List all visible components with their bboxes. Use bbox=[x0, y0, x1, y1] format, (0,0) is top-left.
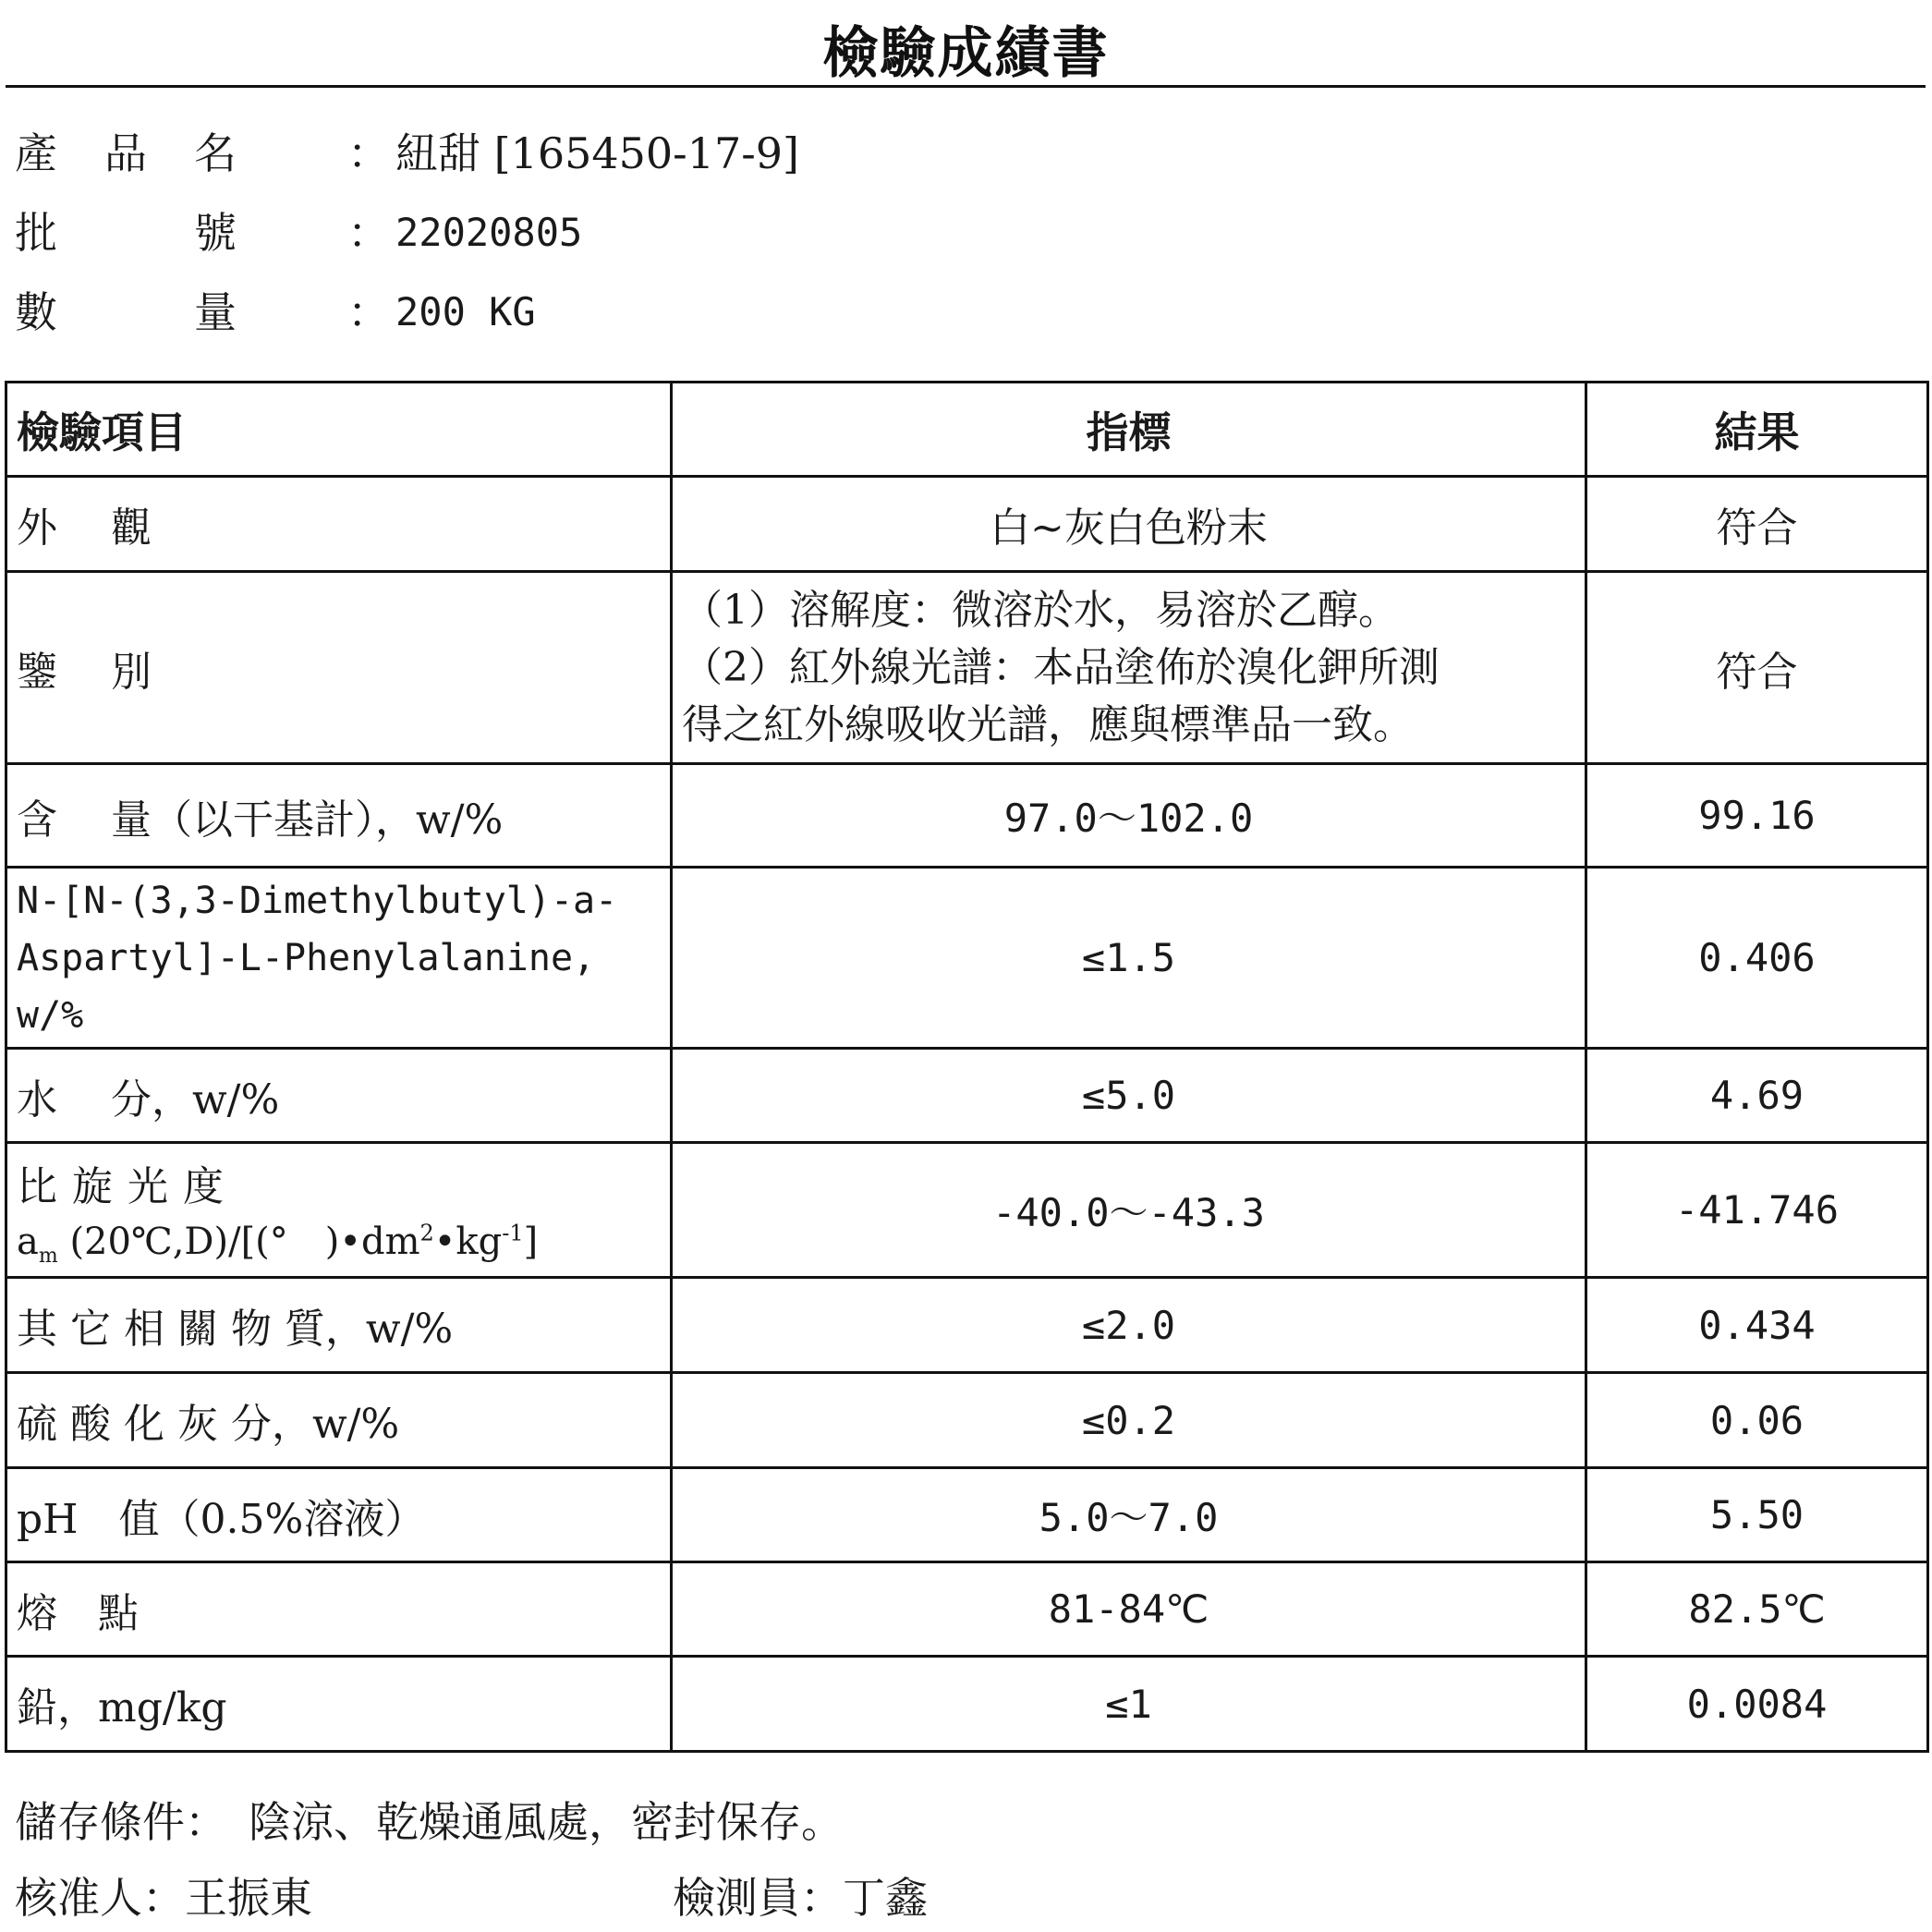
item-impurity-phe bbox=[6, 868, 672, 1049]
item-other-related: 其 它 相 關 物 質，w/% bbox=[6, 1278, 672, 1373]
result-melting-point: 82.5℃ bbox=[1586, 1562, 1928, 1657]
item-appearance: 外 觀 bbox=[6, 477, 672, 572]
item-water: 水 分，w/% bbox=[6, 1049, 672, 1143]
result-identification: 符合 bbox=[1586, 572, 1928, 764]
result-appearance: 符合 bbox=[1586, 477, 1928, 572]
identification-line-3: 得之紅外線吸收光譜，應與標準品一致。 bbox=[682, 700, 1414, 748]
standard-identification bbox=[672, 572, 1586, 764]
rotation-symbol: a bbox=[17, 1220, 39, 1263]
batch-label: 批 號 bbox=[15, 208, 237, 258]
standard-impurity-phe: ≤1.5 bbox=[672, 868, 1586, 1049]
product-name-value: 紐甜 [165450-17-9] bbox=[395, 128, 799, 178]
rotation-unit-sup1: 2 bbox=[419, 1220, 434, 1246]
header-result: 結果 bbox=[1586, 383, 1928, 477]
storage-conditions: 儲存條件： 陰涼、乾燥通風處，密封保存。 bbox=[15, 1797, 844, 1847]
standard-water: ≤5.0 bbox=[672, 1049, 1586, 1143]
quantity-label: 數 量 bbox=[15, 287, 237, 337]
table-row bbox=[6, 764, 1928, 868]
standard-melting-point: 81-84℃ bbox=[672, 1562, 1586, 1657]
inspector: 檢測員：丁鑫 bbox=[673, 1873, 928, 1923]
result-ph: 5.50 bbox=[1586, 1468, 1928, 1562]
table-row bbox=[6, 477, 1928, 572]
result-lead: 0.0084 bbox=[1586, 1657, 1928, 1752]
item-rotation bbox=[6, 1143, 672, 1278]
table-row bbox=[6, 1278, 1928, 1373]
table-row bbox=[6, 1562, 1928, 1657]
header-standard: 指標 bbox=[672, 383, 1586, 477]
table-row bbox=[6, 1049, 1928, 1143]
item-identification: 鑒 別 bbox=[6, 572, 672, 764]
item-assay: 含 量（以干基計），w/% bbox=[6, 764, 672, 868]
quantity-value: 200 KG bbox=[395, 289, 536, 334]
approver: 核准人：王振東 bbox=[15, 1873, 312, 1923]
rotation-label: 比旋光度 bbox=[17, 1162, 238, 1210]
product-name-colon: ： bbox=[347, 128, 390, 178]
table-header-row bbox=[6, 383, 1928, 477]
result-water: 4.69 bbox=[1586, 1049, 1928, 1143]
standard-rotation: -40.0～-43.3 bbox=[672, 1143, 1586, 1278]
impurity-phe-line-1: N-[N-(3,3-Dimethylbutyl)-a- bbox=[17, 879, 618, 922]
identification-line-1: （1）溶解度：微溶於水，易溶於乙醇。 bbox=[682, 586, 1399, 634]
standard-assay: 97.0～102.0 bbox=[672, 764, 1586, 868]
rotation-symbol-sub: m bbox=[38, 1244, 58, 1268]
rotation-unit-b: •kg bbox=[433, 1220, 503, 1263]
impurity-phe-line-3: w/% bbox=[17, 993, 84, 1037]
header-item: 檢驗項目 bbox=[6, 383, 672, 477]
rotation-unit-sup2: -1 bbox=[502, 1220, 524, 1246]
rotation-unit bbox=[17, 1212, 661, 1268]
standard-other-related: ≤2.0 bbox=[672, 1278, 1586, 1373]
product-name-label: 產 品 名 bbox=[15, 128, 237, 178]
item-ph: pH 值（0.5%溶液） bbox=[6, 1468, 672, 1562]
result-impurity-phe: 0.406 bbox=[1586, 868, 1928, 1049]
result-sulfated-ash: 0.06 bbox=[1586, 1373, 1928, 1468]
result-other-related: 0.434 bbox=[1586, 1278, 1928, 1373]
rotation-unit-c: ] bbox=[523, 1220, 539, 1263]
inspection-table bbox=[5, 381, 1929, 1753]
identification-line-2: （2）紅外線光譜：本品塗佈於溴化鉀所測 bbox=[682, 643, 1440, 691]
table-row bbox=[6, 1143, 1928, 1278]
quantity-colon: ： bbox=[347, 287, 390, 337]
item-sulfated-ash: 硫 酸 化 灰 分，w/% bbox=[6, 1373, 672, 1468]
result-assay: 99.16 bbox=[1586, 764, 1928, 868]
item-lead: 鉛，mg/kg bbox=[6, 1657, 672, 1752]
item-melting-point: 熔 點 bbox=[6, 1562, 672, 1657]
batch-value: 22020805 bbox=[395, 210, 583, 255]
standard-ph: 5.0～7.0 bbox=[672, 1468, 1586, 1562]
batch-colon: ： bbox=[347, 208, 390, 258]
standard-lead: ≤1 bbox=[672, 1657, 1586, 1752]
impurity-phe-line-2: Aspartyl]-L-Phenylalanine, bbox=[17, 936, 596, 979]
title-underline bbox=[6, 85, 1926, 88]
table-row bbox=[6, 1468, 1928, 1562]
standard-sulfated-ash: ≤0.2 bbox=[672, 1373, 1586, 1468]
rotation-unit-a: (20℃,D)/[(° )•dm bbox=[57, 1220, 420, 1263]
table-row bbox=[6, 572, 1928, 764]
table-row bbox=[6, 868, 1928, 1049]
table-row bbox=[6, 1373, 1928, 1468]
document-title: 檢驗成績書 bbox=[822, 21, 1110, 86]
standard-appearance: 白~灰白色粉末 bbox=[672, 477, 1586, 572]
table-row bbox=[6, 1657, 1928, 1752]
result-rotation: -41.746 bbox=[1586, 1143, 1928, 1278]
